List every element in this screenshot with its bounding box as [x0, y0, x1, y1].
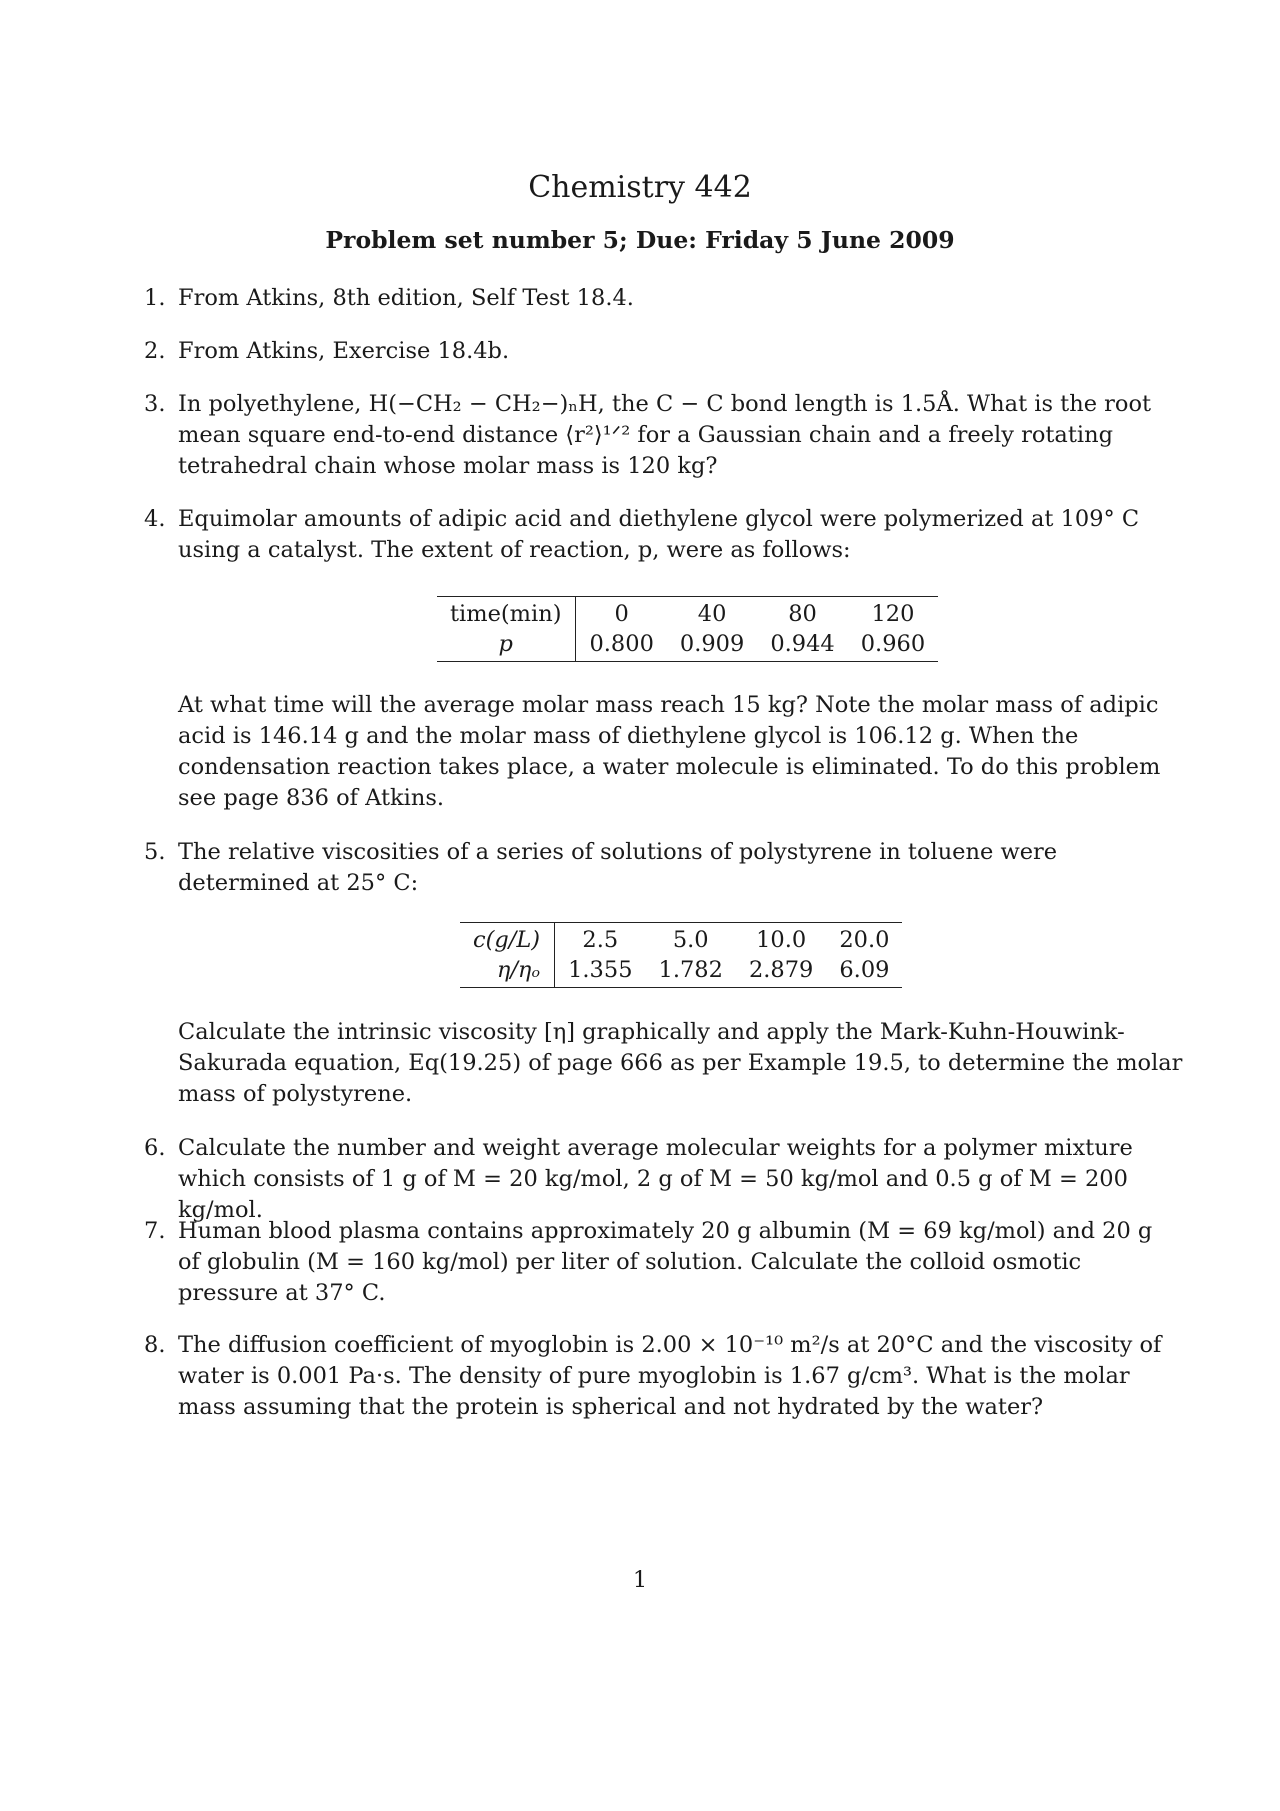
document-subtitle: Problem set number 5; Due: Friday 5 June 2009 — [325, 226, 955, 254]
viscosity-table — [460, 922, 902, 988]
table-cell: 0.800 — [576, 629, 667, 662]
row-label-time: time(min) — [437, 597, 576, 630]
problem-3 — [144, 389, 1172, 482]
table-cell: 1.782 — [646, 955, 736, 988]
problem-number: 7. — [144, 1218, 166, 1244]
table-row — [437, 597, 938, 630]
table-cell: 10.0 — [736, 923, 826, 956]
problem-text: Calculate the intrinsic viscosity [η] graphically and apply the Mark-Kuhn-Houwink-Sakurada equation, Eq(19.25) of page 666 as per Example 19.5, to determine the molar mass of polystyrene. — [178, 1019, 1183, 1107]
table-cell: 0.944 — [757, 629, 847, 662]
table-row — [437, 629, 938, 662]
table-cell: 5.0 — [646, 923, 736, 956]
problem-text: From Atkins, Exercise 18.4b. — [178, 338, 510, 364]
problem-8 — [144, 1330, 1172, 1423]
problem-text: Equimolar amounts of adipic acid and diethylene glycol were polymerized at 109° C using a catalyst. The extent of reaction, p, were as follows: — [178, 506, 1140, 563]
table-cell: 6.09 — [826, 955, 902, 988]
table-cell: 20.0 — [826, 923, 902, 956]
row-label-p: p — [437, 629, 576, 662]
problem-1 — [144, 283, 1172, 314]
problem-text: At what time will the average molar mass reach 15 kg? Note the molar mass of adipic acid is 146.14 g and the molar mass of diethylene glycol is 106.12 g. When the condensation reaction takes place, a water molecule is eliminated. To do this problem see page 836 of Atkins. — [178, 692, 1161, 811]
problem-2 — [144, 336, 1172, 367]
problem-number: 3. — [144, 391, 166, 417]
problem-number: 6. — [144, 1135, 166, 1161]
problem-number: 1. — [144, 285, 166, 311]
problem-4-followup — [178, 690, 1172, 814]
problem-7 — [144, 1216, 1172, 1309]
problem-text: The diffusion coefficient of myoglobin is 2.00 × 10⁻¹⁰ m²/s at 20°C and the viscosity of water is 0.001 Pa·s. The density of pure myoglobin is 1.67 g/cm³. What is the molar mass assuming that the protein is spherical and not hydrated by the water? — [178, 1332, 1162, 1420]
problem-number: 5. — [144, 839, 166, 865]
table-cell: 120 — [848, 597, 938, 630]
problem-number: 2. — [144, 338, 166, 364]
table-row — [460, 955, 902, 988]
row-label-relative-viscosity: η/ηₒ — [460, 955, 555, 988]
table-cell: 0.909 — [667, 629, 757, 662]
table-cell: 0 — [576, 597, 667, 630]
problem-5-followup — [178, 1017, 1188, 1110]
table-cell: 40 — [667, 597, 757, 630]
table-cell: 2.879 — [736, 955, 826, 988]
problem-number: 4. — [144, 506, 166, 532]
page-number: 1 — [632, 1567, 648, 1593]
document-title: Chemistry 442 — [528, 170, 752, 205]
table-row — [460, 923, 902, 956]
table-cell: 80 — [757, 597, 847, 630]
problem-text: In polyethylene, H(−CH₂ − CH₂−)ₙH, the C − C bond length is 1.5Å. What is the root mean square end-to-end distance ⟨r²⟩¹ᐟ² for a Gaussian chain and a freely rotating tetrahedral chain whose molar mass is 120 kg? — [178, 391, 1152, 479]
table-cell: 2.5 — [555, 923, 646, 956]
table-cell: 0.960 — [848, 629, 938, 662]
table-cell: 1.355 — [555, 955, 646, 988]
problem-number: 8. — [144, 1332, 166, 1358]
row-label-concentration: c(g/L) — [460, 923, 555, 956]
reaction-extent-table — [437, 596, 938, 662]
problem-5 — [144, 837, 1172, 899]
problem-text: The relative viscosities of a series of solutions of polystyrene in toluene were determined at 25° C: — [178, 839, 1058, 896]
problem-text: Calculate the number and weight average molecular weights for a polymer mixture which consists of 1 g of M = 20 kg/mol, 2 g of M = 50 kg/mol and 0.5 g of M = 200 kg/mol. — [178, 1135, 1133, 1223]
problem-6 — [144, 1133, 1172, 1226]
problem-4 — [144, 504, 1172, 566]
problem-text: Human blood plasma contains approximately 20 g albumin (M = 69 kg/mol) and 20 g of globulin (M = 160 kg/mol) per liter of solution. Calculate the colloid osmotic pressure at 37° C. — [178, 1218, 1153, 1306]
problem-text: From Atkins, 8th edition, Self Test 18.4. — [178, 285, 634, 311]
